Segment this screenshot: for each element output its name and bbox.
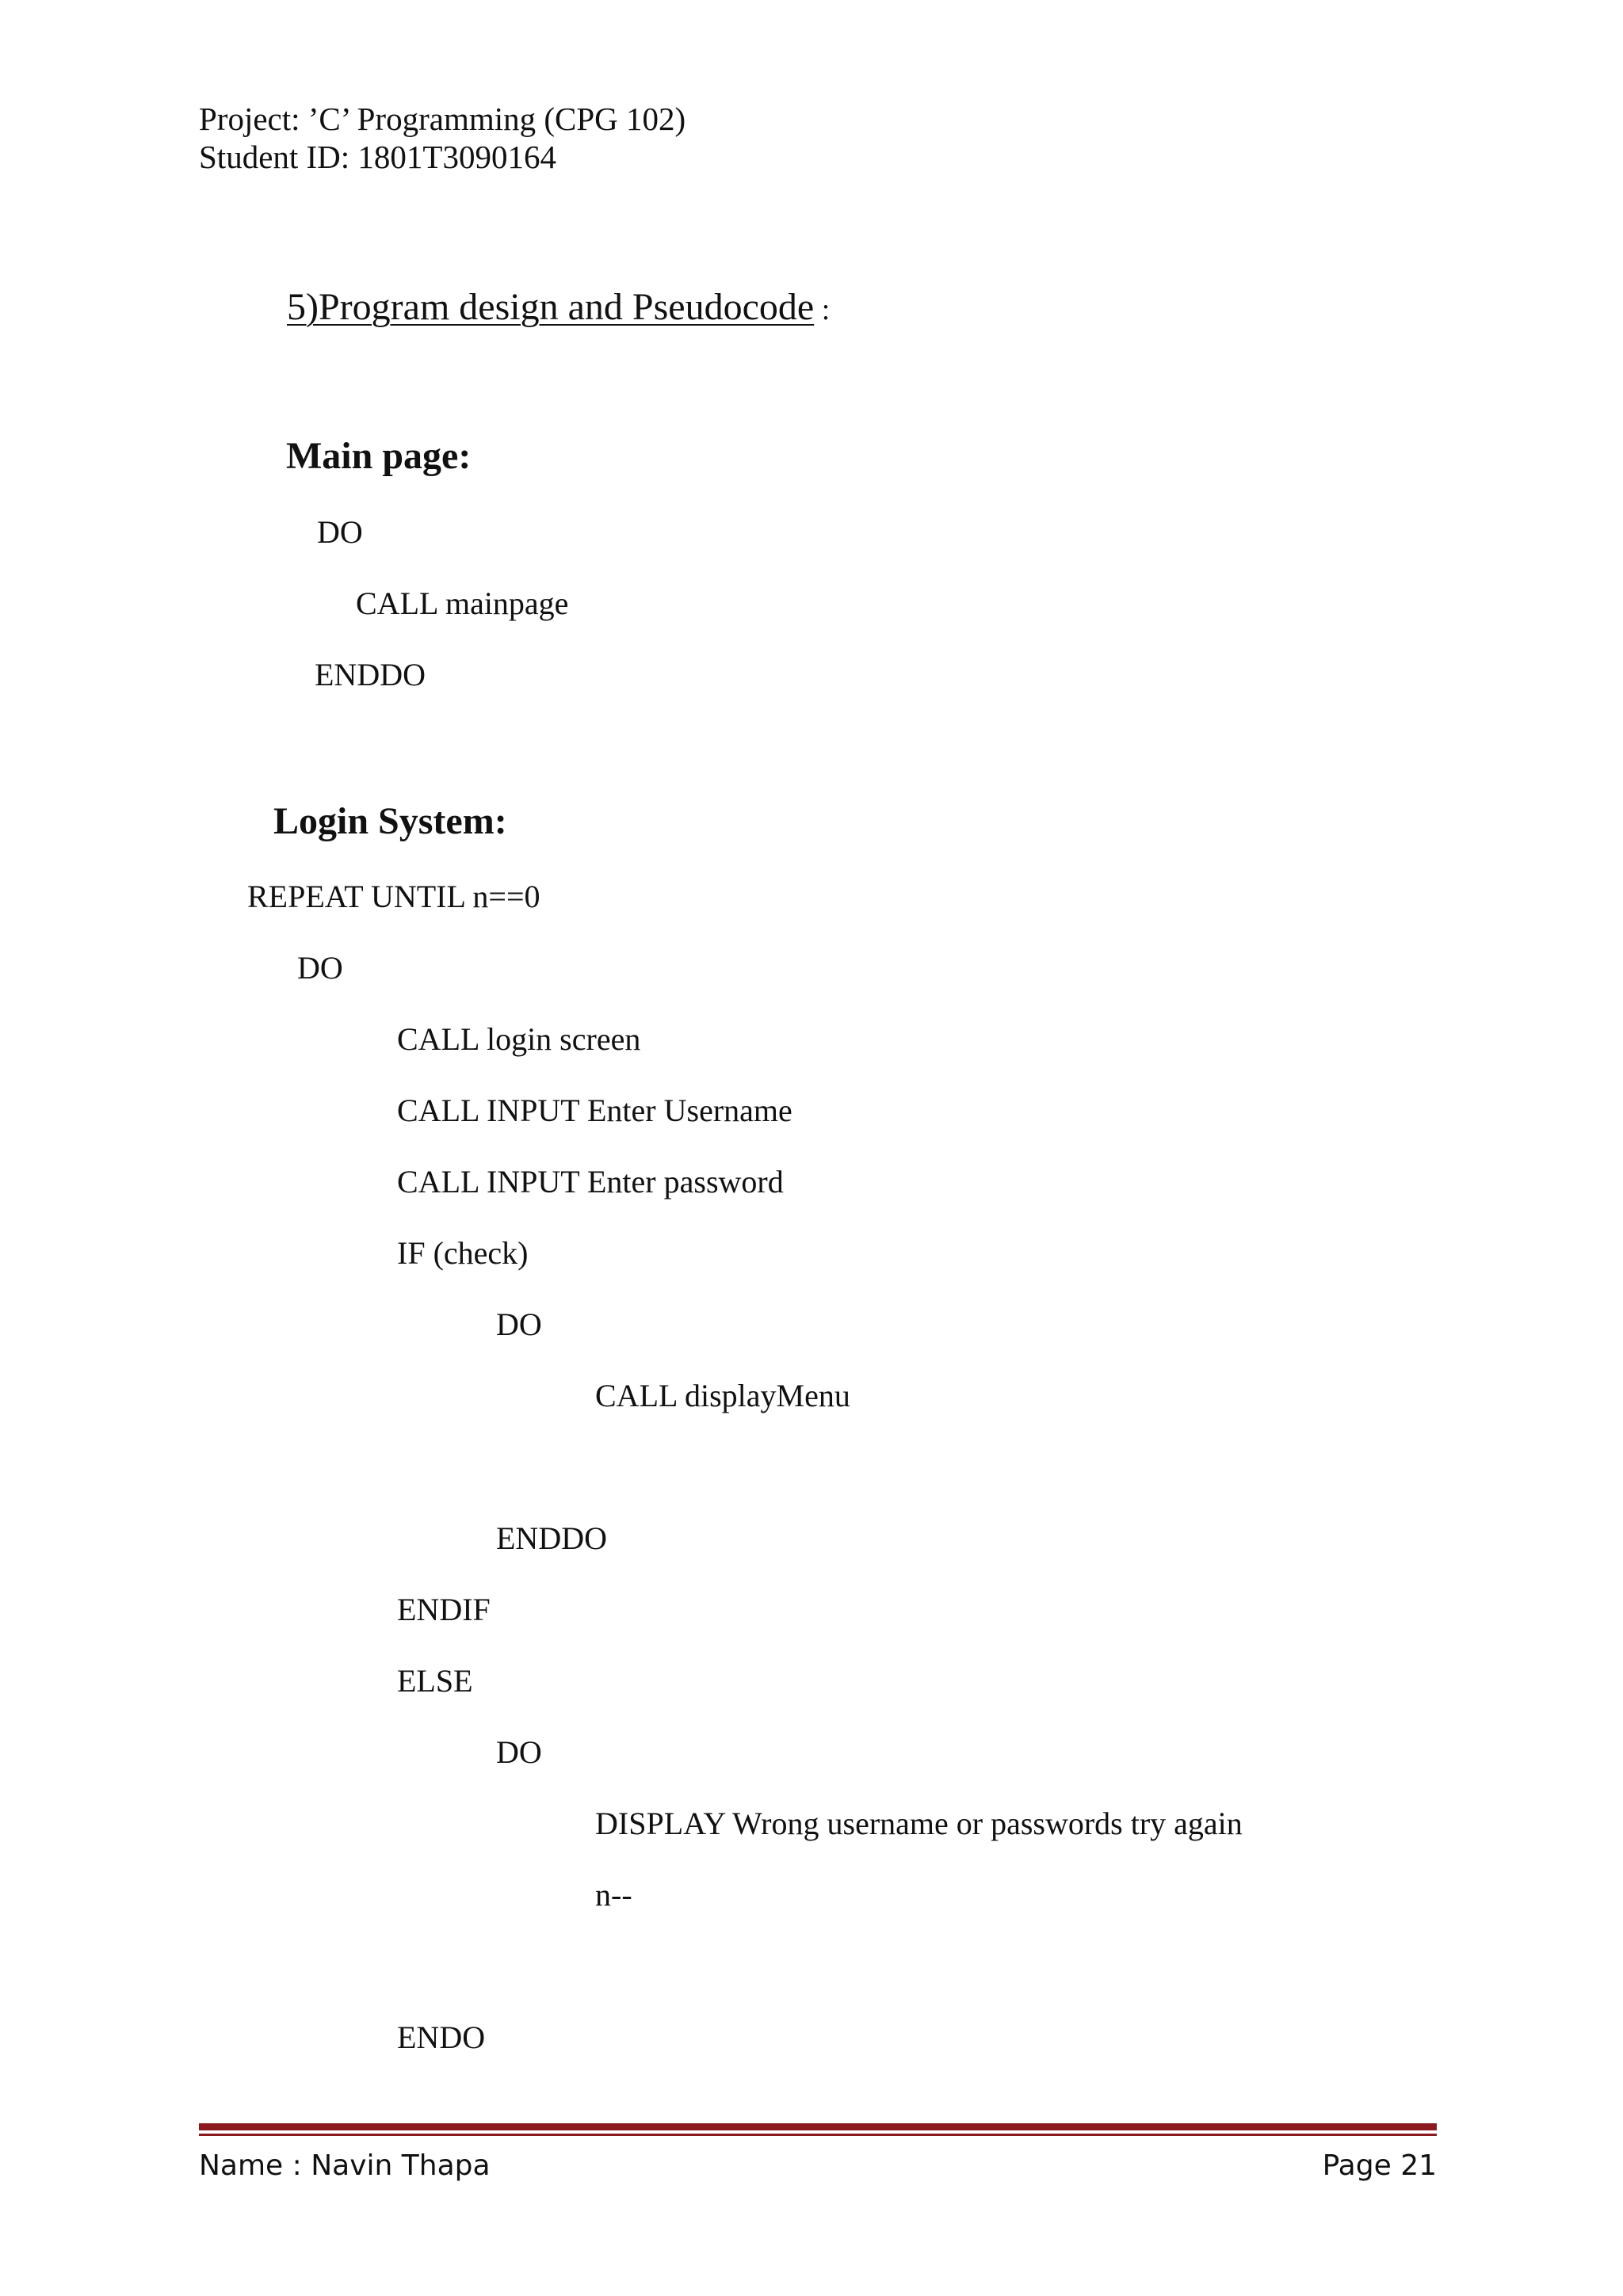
login-line: n-- <box>595 1877 632 1913</box>
login-line: CALL displayMenu <box>595 1378 850 1413</box>
login-line: DO <box>297 950 343 986</box>
footer-name: Name : Navin Thapa <box>199 2149 491 2182</box>
login-line: IF (check) <box>397 1235 529 1271</box>
section-title <box>287 288 830 326</box>
login-line: ELSE <box>397 1663 473 1699</box>
main-page-heading: Main page: <box>286 435 472 477</box>
main-page-line: CALL mainpage <box>356 585 569 621</box>
login-line: ENDDO <box>496 1520 607 1556</box>
login-line: ENDO <box>397 2019 486 2055</box>
footer-rule-thin <box>199 2134 1437 2136</box>
login-line: ENDIF <box>397 1592 491 1627</box>
login-line: REPEAT UNTIL n==0 <box>247 879 540 914</box>
login-line: CALL INPUT Enter Username <box>397 1093 792 1128</box>
section-title-suffix: : <box>814 293 831 326</box>
login-line: DO <box>496 1306 542 1342</box>
login-line: CALL login screen <box>397 1021 641 1057</box>
login-system-heading: Login System: <box>273 800 507 842</box>
main-page-line: ENDDO <box>315 657 426 692</box>
footer-page-number: Page 21 <box>1322 2149 1437 2182</box>
main-page-line: DO <box>317 514 363 550</box>
login-line: DISPLAY Wrong username or passwords try again <box>595 1806 1243 1841</box>
section-title-text: 5)Program design and Pseudocode <box>287 286 815 328</box>
footer-rule-thick <box>199 2123 1437 2130</box>
header-project: Project: ’C’ Programming (CPG 102) <box>199 101 686 137</box>
header-student-id: Student ID: 1801T3090164 <box>199 139 556 175</box>
login-line: DO <box>496 1734 542 1770</box>
login-line: CALL INPUT Enter password <box>397 1164 784 1199</box>
